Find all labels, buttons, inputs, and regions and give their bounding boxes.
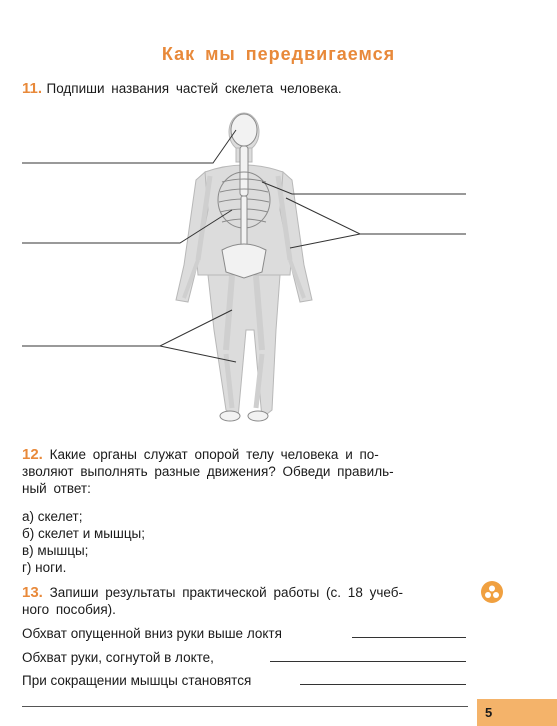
label-line-leg — [22, 310, 232, 346]
label-line-arm — [286, 198, 466, 234]
skeleton-diagram — [0, 100, 557, 440]
label-line-skull — [22, 130, 236, 163]
question-13-line-2: ного пособия). — [22, 602, 116, 617]
page-number: 5 — [485, 705, 493, 720]
question-11-number: 11. — [22, 80, 43, 97]
prompt-arm-bent: Обхват руки, согнутой в локте, — [22, 650, 214, 665]
question-11 — [22, 80, 342, 98]
answer-option-b[interactable]: б) скелет и мышцы; — [22, 526, 146, 541]
question-12-line-3: ный ответ: — [22, 481, 91, 496]
answer-option-c[interactable]: в) мышцы; — [22, 543, 89, 558]
prompt-arm-down: Обхват опущенной вниз руки выше локтя — [22, 626, 282, 641]
answer-line-arm-bent[interactable] — [270, 661, 466, 662]
question-12-line-2: зволяют выполнять разные движения? Обведи правиль- — [22, 464, 394, 479]
question-12-number: 12. — [22, 446, 43, 463]
answer-option-d[interactable]: г) ноги. — [22, 560, 67, 575]
page-title: Как мы передвигаемся — [161, 44, 396, 64]
question-12-options — [22, 508, 145, 576]
question-11-text: Подпиши названия частей скелета человека. — [46, 81, 342, 96]
answer-line-arm-down[interactable] — [352, 637, 466, 638]
answer-line-muscle[interactable] — [300, 684, 466, 685]
question-13 — [22, 584, 472, 618]
page-number-tab — [477, 699, 557, 726]
question-13-number: 13. — [22, 584, 43, 601]
question-12 — [22, 446, 472, 497]
question-12-line-1: Какие органы служат опорой телу человека и по- — [49, 447, 379, 462]
answer-option-a[interactable]: а) скелет; — [22, 509, 83, 524]
practical-work-icon — [481, 581, 503, 603]
question-13-line-1: Запиши результаты практической работы (с. 18 учеб- — [49, 585, 403, 600]
prompt-muscle: При сокращении мышцы становятся — [22, 673, 252, 688]
bottom-divider — [22, 706, 468, 707]
